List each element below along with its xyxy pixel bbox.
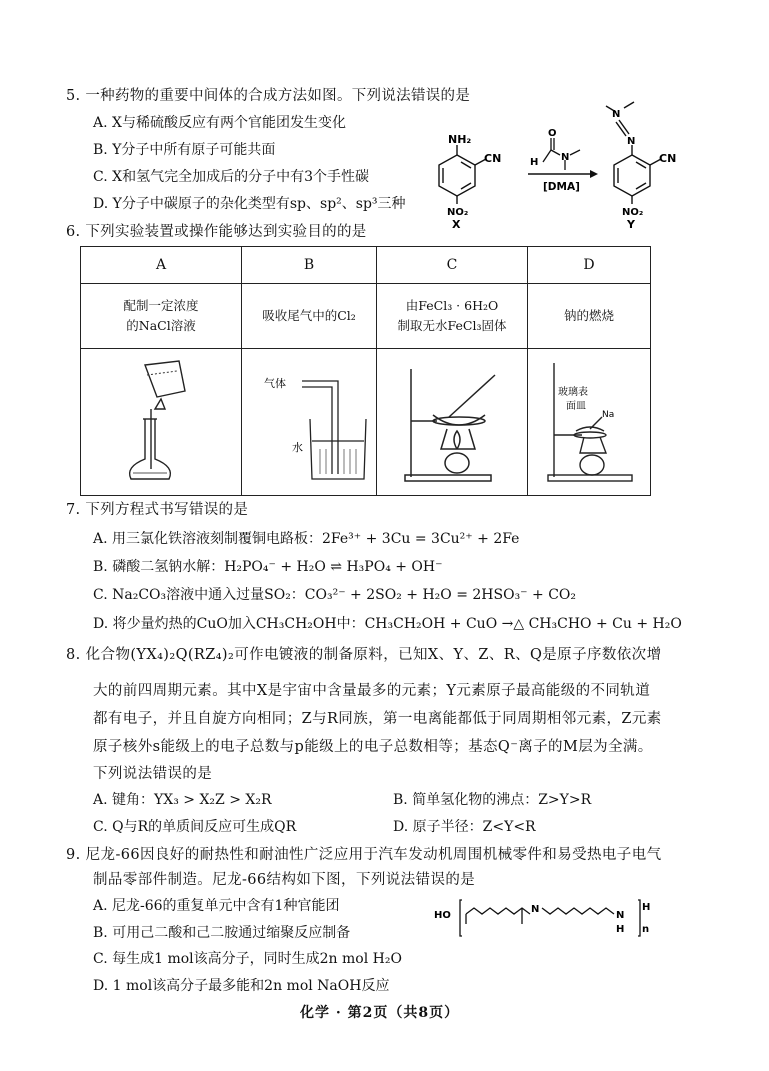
table-header-b: B <box>242 247 377 284</box>
x-cn-label: CN <box>484 152 502 165</box>
sodium-burning-setup-icon <box>528 349 650 489</box>
desc-c-line1: 由FeCl₃ · 6H₂O <box>405 298 499 313</box>
q7-option-c: C. Na₂CO₃溶液中通入过量SO₂：CO₃²⁻ + 2SO₂ + H₂O = 2HSO₃⁻ + CO₂ <box>93 587 577 603</box>
q8-line-4: 原子核外s能级上的电子总数与p能级上的电子总数相等；基态Q⁻离子的M层为全满。 <box>93 739 653 755</box>
polymer-end-h-label: H <box>642 902 651 913</box>
q7-stem: 7. 下列方程式书写错误的是 <box>66 502 249 518</box>
desc-a-line2: 的NaCl溶液 <box>126 318 196 333</box>
y-n-amine-label: N <box>612 109 621 120</box>
q8-line-5: 下列说法错误的是 <box>93 766 213 782</box>
na-label: Na <box>602 410 615 420</box>
polymer-n-subscript: n <box>642 924 650 935</box>
polymer-ho-label: HO <box>434 910 451 921</box>
desc-a-line1: 配制一定浓度 <box>123 298 199 313</box>
dmf-o-label: O <box>548 128 557 139</box>
beaker-gas-tube-icon <box>242 349 376 489</box>
table-desc-c <box>377 284 528 349</box>
desc-c-line2: 制取无水FeCl₃固体 <box>397 318 507 333</box>
apparatus-a-volumetric-flask <box>81 349 242 496</box>
table-header-c: C <box>377 247 528 284</box>
q8-option-a: A. 键角：YX₃ > X₂Z > X₂R <box>93 792 272 808</box>
y-cn-label: CN <box>659 152 677 165</box>
polymer-nh-h-label: H <box>616 924 625 935</box>
table-desc-b <box>242 284 377 349</box>
q7-option-b: B. 磷酸二氢钠水解：H₂PO₄⁻ + H₂O ⇌ H₃PO₄ + OH⁻ <box>93 559 443 575</box>
q9-option-b: B. 可用己二酸和己二胺通过缩聚反应制备 <box>93 925 351 941</box>
q9-option-d: D. 1 mol该高分子最多能和2n mol NaOH反应 <box>93 978 390 994</box>
x-label: X <box>452 218 461 230</box>
q8-line-2: 大的前四周期元素。其中X是宇宙中含量最多的元素；Y元素原子最高能级的不同轨道 <box>93 683 651 699</box>
dmf-h-label: H <box>530 157 539 168</box>
q8-option-c: C. Q与R的单质间反应可生成QR <box>93 819 297 835</box>
x-nh2-label: NH₂ <box>448 133 472 146</box>
q5-option-c: C. X和氢气完全加成后的分子中有3个手性碳 <box>93 169 369 185</box>
page-footer: 化学 · 第2页（共8页） <box>300 1005 460 1021</box>
q8-line-1: 8. 化合物(YX₄)₂Q(RZ₄)₂可作电镀液的制备原料，已知X、Y、Z、R、Q是原子序数依次增 <box>66 647 662 663</box>
q7-option-d: D. 将少量灼热的CuO加入CH₃CH₂OH中：CH₃CH₂OH + CuO →△ CH₃CHO + Cu + H₂O <box>93 616 682 632</box>
glass-label-1: 玻璃表 <box>558 387 588 398</box>
table-header-a: A <box>81 247 242 284</box>
q6-stem: 6. 下列实验装置或操作能够达到实验目的的是 <box>66 224 367 240</box>
y-no2-label: NO₂ <box>622 207 644 218</box>
evaporating-dish-setup-icon <box>377 349 527 489</box>
q6-experiment-table <box>80 246 651 496</box>
y-label: Y <box>627 218 635 230</box>
q8-option-d: D. 原子半径：Z<Y<R <box>393 819 536 835</box>
q5-option-b: B. Y分子中所有原子可能共面 <box>93 142 276 158</box>
q9-line-1: 9. 尼龙-66因良好的耐热性和耐油性广泛应用于汽车发动机周围机械零件和易受热电子电气 <box>66 847 662 863</box>
desc-b-line1: 吸收尾气中的Cl₂ <box>262 308 356 323</box>
q7-option-a: A. 用三氯化铁溶液刻制覆铜电路板：2Fe³⁺ + 3Cu = 3Cu²⁺ + 2Fe <box>93 531 520 547</box>
x-benzene-ring <box>439 145 486 204</box>
water-label: 水 <box>292 441 303 454</box>
apparatus-c-evaporating-dish <box>377 349 528 496</box>
gas-label: 气体 <box>264 377 286 390</box>
desc-d-line1: 钠的燃烧 <box>563 308 614 323</box>
table-header-d: D <box>528 247 651 284</box>
q5-option-a: A. X与稀硫酸反应有两个官能团发生变化 <box>93 115 346 131</box>
table-desc-d <box>528 284 651 349</box>
arrow-head-icon <box>590 170 598 178</box>
q9-option-c: C. 每生成1 mol该高分子，同时生成2n mol H₂O <box>93 951 402 967</box>
apparatus-d-sodium-combustion <box>528 349 651 496</box>
q9-option-a: A. 尼龙-66的重复单元中含有1种官能团 <box>93 898 340 914</box>
dmf-n-label: N <box>561 152 570 163</box>
q8-option-b: B. 简单氢化物的沸点：Z>Y>R <box>393 792 592 808</box>
q8-line-3: 都有电子，并且自旋方向相同；Z与R同族，第一电离能都低于同周期相邻元素，Z元素 <box>93 711 662 727</box>
polymer-n2-label: N <box>616 910 625 921</box>
x-no2-label: NO₂ <box>447 207 469 218</box>
polymer-n1-label: N <box>531 904 540 915</box>
q5-reaction-scheme <box>420 100 680 230</box>
q5-stem: 5. 一种药物的重要中间体的合成方法如图。下列说法错误的是 <box>66 88 471 104</box>
y-n-imine-label: N <box>627 136 636 147</box>
volumetric-flask-icon <box>81 349 241 489</box>
table-desc-a <box>81 284 242 349</box>
reaction-condition: [DMA] <box>543 181 580 193</box>
q9-line-2: 制品零部件制造。尼龙-66结构如下图，下列说法错误的是 <box>93 872 476 888</box>
nylon66-structure <box>430 888 670 948</box>
apparatus-b-gas-absorption <box>242 349 377 496</box>
glass-label-2: 面皿 <box>566 401 586 412</box>
q5-option-d: D. Y分子中碳原子的杂化类型有sp、sp²、sp³三种 <box>93 196 406 212</box>
